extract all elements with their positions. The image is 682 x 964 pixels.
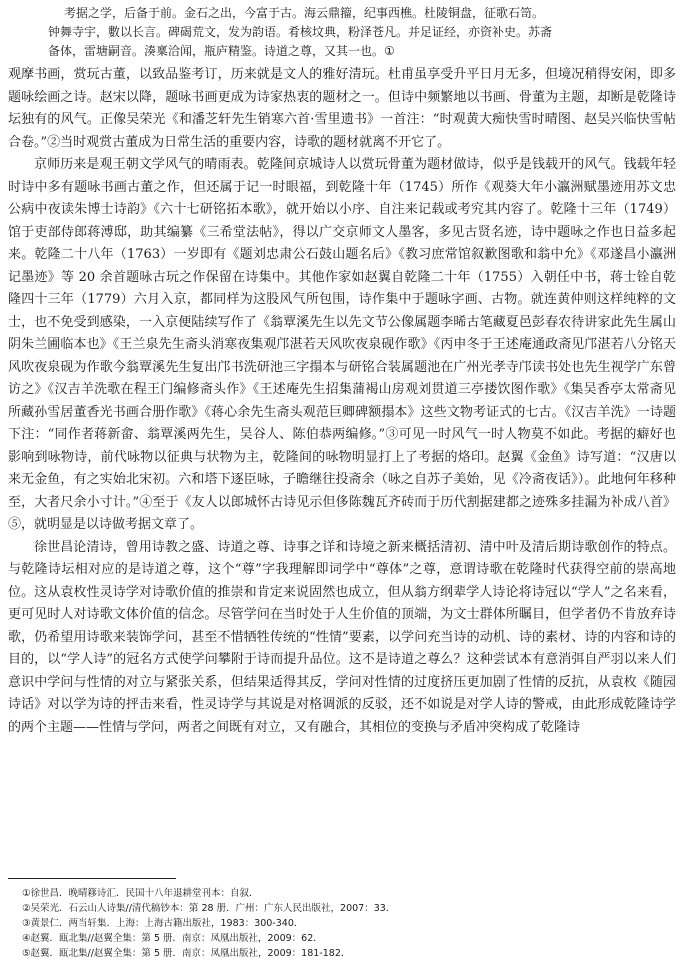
footnotes (22, 886, 662, 961)
quote-line: 钟舞寺宇，數以长言。碑碣荒文，发为韵语。肴核坟典，粉泽苍凡。并足证经，亦资补史。苏斋 (48, 25, 553, 39)
footnote: ⑤赵翼．瓯北集//赵翼全集：第 5 册．南京：凤凰出版社，2009：181-182． (22, 948, 351, 959)
quote-line: 备体，雷塘嗣音。湊稟洽闻，瓶庐精鉴。诗道之尊，又其一也。① (48, 44, 395, 58)
footnote: ①徐世昌．晚晴簃诗汇．民国十八年退耕堂刊本：自叙． (22, 888, 259, 899)
footnote: ②吴荣光．石云山人诗集//清代稿钞本：第 28 册．广州：广东人民出版社，2007：33． (22, 903, 396, 914)
body-text (8, 64, 676, 739)
footnote: ③黄景仁．两当轩集．上海：上海古籍出版社，1983：300-340． (22, 918, 304, 929)
block-quote (20, 4, 668, 61)
footnote-divider (8, 878, 176, 879)
paragraph: 徐世昌论清诗，曾用诗教之盛、诗道之尊、诗事之详和诗境之新来概括清初、清中叶及清后期诗歌创作的特点。与乾隆诗坛相对应的是诗道之尊，这个“尊”字我理解即词学中“尊体”之尊，意谓诗歌在乾隆时代获得空前的崇高地位。这从袁枚性灵诗学对诗歌价值的推崇和肯定来说固然也成立，但从翁方纲辈学人诗论将诗冠以“学人”之名来看，更可见时人对诗歌文体价值的信念。尽管学问在当时处于人生价值的顶端，为文士群体所瞩目，但学者仍不肯放弃诗歌，仍希望用诗歌来装饰学问，甚至不惜牺牲传统的“性情”要素，以学问充当诗的动机、诗的素材、诗的内容和诗的目的，以“学人诗”的冠名方式使学问攀附于诗而提升品位。这不是诗道之尊么？这种尝试本有意消弭自严羽以来人们意识中学问与性情的对立与紧张关系，但结果适得其反，学问对性情的过度挤压更加剧了性情的反抗，从袁枚《随园诗话》对以学为诗的抨击来看，性灵诗学与其说是对格调派的反驳，还不如说是对学人诗的警戒，由此形成乾隆诗学的两个主题——性情与学问，两者之间既有对立，又有融合，其相位的变换与矛盾冲突构成了乾隆诗 (8, 539, 676, 735)
paragraph: 京师历来是观王朝文学风气的晴雨表。乾隆间京城诗人以赏玩骨董为题材做诗，似乎是钱载开的风气。钱载年轻时诗中多有题咏书画古董之作，但还属于记一时眼福，到乾隆十年（1745）所作《观葵大年小瀛洲赋墨迹用苏文忠公病中夜读朱博士诗韵》《六十七研铭拓本歌》，就开始以小序、自注来记载或考究其内容了。乾隆十三年（1749）馆于吏部侍郎蒋溥邸，助其编纂《三希堂法帖》，得以广交京师文人墨客，多见古贤名迹，诗中题咏之作也日益多起来。乾隆二十八年（1763）一岁即有《题刘忠肃公石鼓山题名后》《教习庶常馆叙歉图歌和翁中允》《邓遂昌小瀛洲记墨迹》等 20 余首题咏古玩之作保留在诗集中。其他作家如赵翼自乾隆二十年（1755）入朝任中书，蒋士铨自乾隆四十三年（1779）六月入京，都同样为这股风气所包围，诗作集中于题咏字画、古物。就连黄仲则这样纯粹的文士，也不免受到感染，一入京便陆续写作了《翁覃溪先生以先文节公像属题李晞古笔藏夏邑彭春农待讲家此先生属山阴朱兰圃临本也》《王兰泉先生斋头消寒夜集观邝湛若天风吹夜泉砚作歌》《丙申冬于王述庵通政斋见邝湛若八分铭天风吹夜泉砚为作歌今翁覃溪先生复出邝书洗研池三字搨本与研铭合装属题池在广州光孝寺邝读书处也先生视学广东曾访之》《汉吉羊洗歌在程王门编修斋头作》《王述庵先生招集蒲褐山房观刘贯道三亭搂饮图作歌》《集吴香亭太常斋见所藏孙雪居董香光书画合册作歌》《蒋心余先生斋头观范巨卿碑额搨本》这些文物考证式的七古。《汉吉羊洗》一诗题下注：“同作者蒋新畲、翁覃溪两先生，吴谷人、陈伯恭两编修。”③可见一时风气一时人物莫不如此。考据的癖好也影响到咏物诗，前代咏物以征典与状物为主，乾隆间的咏物明显打上了考据的烙印。赵翼《金鱼》诗写道：“汉唐以来无金鱼，有之实始北宋初。六和塔下逐臣咏，子瞻继往投斋余（咏之自苏子美始，见《冷斋夜话》）。此地何年移种至，大者尺余小寸计。”④至于《友人以郎城怀古诗见示但侈陈魏瓦齐砖而于历代割据建都之迹殊多挂漏为补成八首》⑤，就明显是以诗做考据文章了。 (8, 157, 676, 532)
paragraph: 观摩书画，赏玩古董，以致品鉴考订，历来就是文人的雅好清玩。杜甫虽享受升平日月无多，但境况稍得安闲，即多题咏绘画之诗。赵宋以降，题咏书画更成为诗家热衷的题材之一。但诗中频繁地以书画、骨董为主题，却断是乾隆诗坛独有的风气。正像吴荣光《和潘芝轩先生销寒六首·雪里遗书》一首注：“时观黄大痴快雪时晴图、赵吴兴临快雪帖合卷。”②当时观赏古董成为日常生活的重要内容，诗歌的题材就离不开它了。 (8, 67, 676, 150)
quote-line: 考据之学，后备于前。金石之出，今富于古。海云鼎籀，纪事西樵。杜陵铜盘，征歌石笥。 (64, 6, 545, 20)
footnote: ④赵翼．瓯北集//赵翼全集：第 5 册．南京：凤凰出版社，2009：62． (22, 933, 323, 944)
